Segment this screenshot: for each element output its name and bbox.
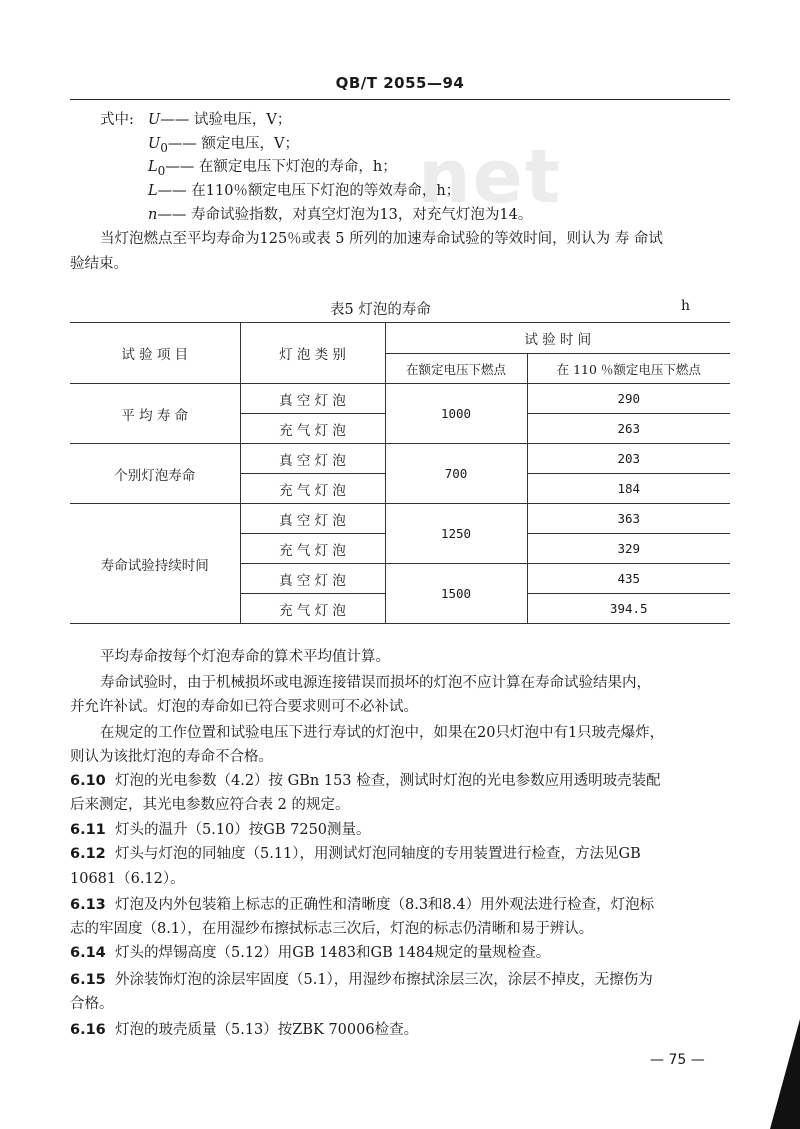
col-header-test-time: 试 验 时 间 bbox=[385, 323, 730, 354]
cell-rated-hours: 1500 bbox=[385, 564, 527, 624]
cell-lamp-type: 真 空 灯 泡 bbox=[240, 444, 385, 474]
var-description: —— 在110％额定电压下灯泡的等效寿命，h； bbox=[157, 183, 461, 199]
var-description: —— 试验电压，V； bbox=[160, 112, 292, 128]
header-divider bbox=[70, 99, 730, 100]
cell-110-hours: 435 bbox=[527, 564, 730, 594]
section-text: 灯头的温升（5.10）按GB 7250测量。 bbox=[115, 822, 371, 838]
cell-110-hours: 329 bbox=[527, 534, 730, 564]
cell-rated-hours: 1250 bbox=[385, 504, 527, 564]
var-description: —— 额定电压，V； bbox=[167, 136, 300, 152]
lamp-life-table bbox=[70, 322, 730, 624]
section-number: 6.14 bbox=[70, 945, 106, 961]
section-number: 6.15 bbox=[70, 972, 106, 988]
section-6-13-cont: 志的牢固度（8.1），在用湿纱布擦拭标志三次后，灯泡的标志仍清晰和易于辨认。 bbox=[70, 921, 594, 937]
cell-rated-hours: 700 bbox=[385, 444, 527, 504]
cell-test-item: 平 均 寿 命 bbox=[70, 384, 240, 444]
col-header-rated-voltage: 在额定电压下燃点 bbox=[385, 354, 527, 384]
section-6-12 bbox=[70, 844, 641, 864]
page-number: — 75 — bbox=[650, 1052, 705, 1068]
section-text: 灯头的焊锡高度（5.12）用GB 1483和GB 1484规定的量规检查。 bbox=[115, 945, 551, 961]
cell-lamp-type: 充 气 灯 泡 bbox=[240, 474, 385, 504]
cell-110-hours: 394.5 bbox=[527, 594, 730, 624]
section-number: 6.10 bbox=[70, 773, 106, 789]
para-retest-line-2: 并允许补试。灯泡的寿命如已符合要求则可不必补试。 bbox=[70, 699, 418, 715]
formula-intro-label: 式中: bbox=[100, 112, 134, 128]
section-6-10-cont: 后来测定，其光电参数应符合表 2 的规定。 bbox=[70, 797, 350, 813]
section-number: 6.12 bbox=[70, 846, 106, 862]
var-symbol: n bbox=[148, 207, 158, 223]
cell-lamp-type: 真 空 灯 泡 bbox=[240, 564, 385, 594]
section-6-14 bbox=[70, 943, 550, 963]
cell-lamp-type: 真 空 灯 泡 bbox=[240, 504, 385, 534]
scan-corner-shadow bbox=[770, 1019, 800, 1129]
section-number: 6.13 bbox=[70, 897, 106, 913]
section-text: 灯泡的玻壳质量（5.13）按ZBK 70006检查。 bbox=[115, 1022, 419, 1038]
para-average-life: 平均寿命按每个灯泡寿命的算术平均值计算。 bbox=[100, 649, 390, 665]
section-text: 灯泡及内外包装箱上标志的正确性和清晰度（8.3和8.4）用外观法进行检查，灯泡标 bbox=[115, 897, 655, 913]
cell-110-hours: 203 bbox=[527, 444, 730, 474]
var-symbol: U bbox=[148, 112, 161, 128]
var-symbol: L bbox=[148, 183, 158, 199]
cell-lamp-type: 充 气 灯 泡 bbox=[240, 594, 385, 624]
var-symbol: U bbox=[148, 136, 161, 152]
section-6-10 bbox=[70, 771, 661, 791]
formula-intro bbox=[100, 110, 134, 130]
cell-110-hours: 363 bbox=[527, 504, 730, 534]
cell-rated-hours: 1000 bbox=[385, 384, 527, 444]
var-subscript: 0 bbox=[160, 140, 168, 155]
formula-var-n bbox=[148, 205, 532, 229]
formula-var-u0 bbox=[148, 134, 299, 158]
watermark: net bbox=[418, 134, 563, 220]
formula-var-u bbox=[148, 110, 291, 134]
var-description: —— 在额定电压下灯泡的寿命，h； bbox=[165, 159, 397, 175]
section-number: 6.16 bbox=[70, 1022, 106, 1038]
formula-var-l bbox=[148, 181, 460, 205]
cell-lamp-type: 充 气 灯 泡 bbox=[240, 534, 385, 564]
var-subscript: 0 bbox=[157, 163, 166, 178]
table-caption: 表5 灯泡的寿命 bbox=[330, 302, 431, 318]
section-6-11 bbox=[70, 820, 371, 840]
end-condition-line-2: 验结束。 bbox=[70, 256, 128, 272]
var-description: —— 寿命试验指数，对真空灯泡为13，对充气灯泡为14。 bbox=[157, 207, 533, 223]
section-6-15-cont: 合格。 bbox=[70, 996, 114, 1012]
cell-test-item: 个别灯泡寿命 bbox=[70, 444, 240, 504]
cell-110-hours: 184 bbox=[527, 474, 730, 504]
section-text: 灯头与灯泡的同轴度（5.11），用测试灯泡同轴度的专用装置进行检查，方法见GB bbox=[115, 846, 641, 862]
cell-lamp-type: 充 气 灯 泡 bbox=[240, 414, 385, 444]
col-header-test-item: 试 验 项 目 bbox=[70, 323, 240, 384]
table-row bbox=[70, 384, 730, 414]
section-6-16 bbox=[70, 1020, 418, 1040]
para-failure-line-1: 在规定的工作位置和试验电压下进行寿试的灯泡中，如果在20只灯泡中有1只玻壳爆炸， bbox=[100, 725, 665, 741]
section-6-13 bbox=[70, 895, 654, 915]
cell-110-hours: 290 bbox=[527, 384, 730, 414]
section-6-15 bbox=[70, 970, 653, 990]
section-number: 6.11 bbox=[70, 822, 106, 838]
cell-lamp-type: 真 空 灯 泡 bbox=[240, 384, 385, 414]
table-row bbox=[70, 444, 730, 474]
section-6-12-cont: 10681（6.12）。 bbox=[70, 871, 185, 887]
table-unit: h bbox=[681, 298, 691, 314]
section-text: 灯泡的光电参数（4.2）按 GBn 153 检查，测试时灯泡的光电参数应用透明玻壳装配 bbox=[115, 773, 661, 789]
cell-110-hours: 263 bbox=[527, 414, 730, 444]
cell-test-item: 寿命试验持续时间 bbox=[70, 504, 240, 624]
col-header-110-voltage: 在 110 ％额定电压下燃点 bbox=[527, 354, 730, 384]
page-header-standard-code: QB/T 2055—94 bbox=[335, 74, 465, 92]
var-symbol: L bbox=[148, 159, 158, 175]
section-text: 外涂装饰灯泡的涂层牢固度（5.1），用湿纱布擦拭涂层三次，涂层不掉皮，无擦伤为 bbox=[115, 972, 653, 988]
table-row bbox=[70, 504, 730, 534]
table-header-row bbox=[70, 323, 730, 354]
end-condition-line-1: 当灯泡燃点至平均寿命为125％或表 5 所列的加速寿命试验的等效时间，则认为 寿 命试 bbox=[100, 231, 663, 247]
para-retest-line-1: 寿命试验时，由于机械损坏或电源连接错误而损坏的灯泡不应计算在寿命试验结果内， bbox=[100, 675, 651, 691]
col-header-lamp-type: 灯 泡 类 别 bbox=[240, 323, 385, 384]
para-failure-line-2: 则认为该批灯泡的寿命不合格。 bbox=[70, 749, 273, 765]
formula-var-l0 bbox=[148, 157, 397, 181]
